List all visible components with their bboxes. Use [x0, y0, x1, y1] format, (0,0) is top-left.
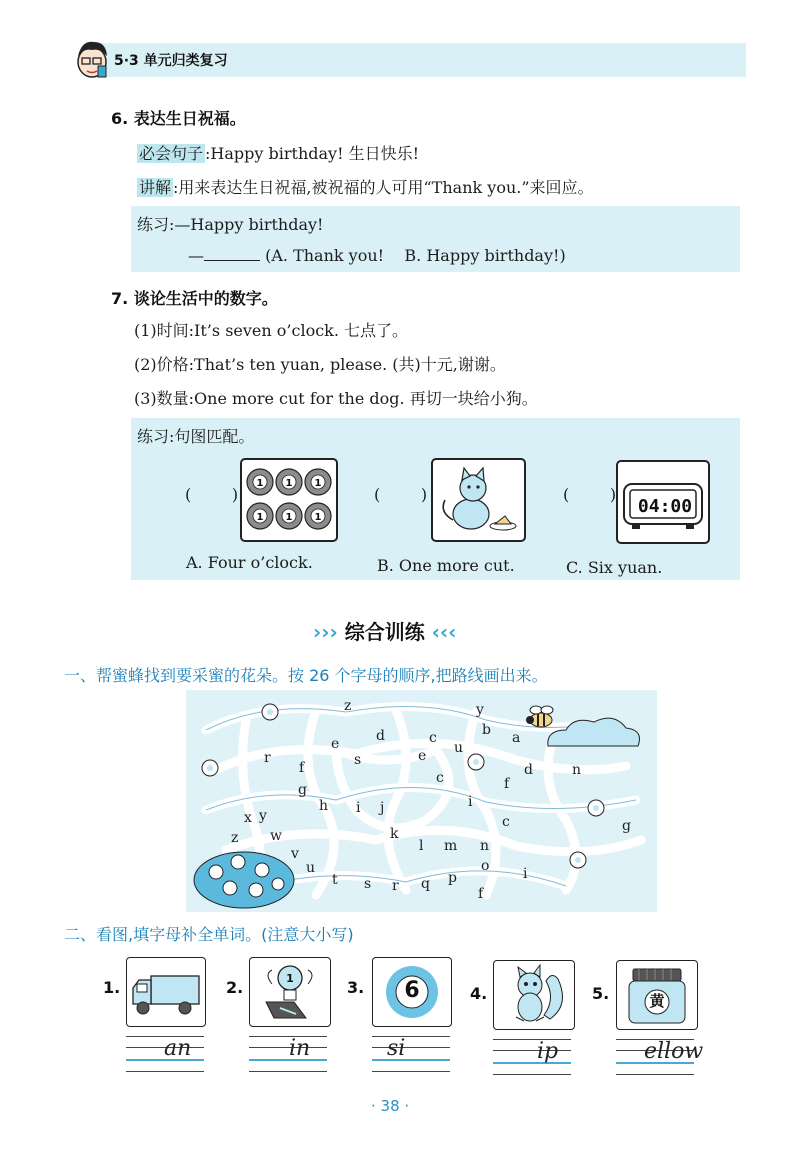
- van-icon: [127, 958, 205, 1026]
- word-fragment-5: ellow: [644, 1039, 704, 1064]
- maze-letter: i: [523, 866, 528, 882]
- coin-label: 1: [314, 478, 322, 489]
- section6-title: 6. 表达生日祝福。: [111, 109, 246, 128]
- section7-item-2: (2)价格:That’s ten yuan, please. (共)十元,谢谢。: [134, 355, 506, 374]
- flower-bush-icon: [194, 852, 294, 908]
- maze-letter: k: [390, 826, 399, 842]
- coin-label: 1: [285, 512, 293, 523]
- word-number-1: 1.: [103, 978, 121, 997]
- six-badge: 6: [404, 978, 420, 1003]
- comprehensive-heading: [313, 616, 456, 645]
- maze-letter: r: [264, 750, 271, 766]
- maze-letter: v: [291, 846, 299, 862]
- maze-letter: t: [332, 872, 338, 888]
- comprehensive-title: 综合训练: [344, 620, 425, 644]
- maze-letter: u: [454, 740, 464, 756]
- paint-jar-picture: [616, 960, 698, 1030]
- coin-label: 1: [256, 478, 264, 489]
- mascot-icon: [72, 36, 112, 80]
- question2-title: 二、看图,填字母补全单词。(注意大小写): [64, 925, 354, 944]
- maze-letter: e: [418, 748, 427, 764]
- clock-text: 04:00: [637, 496, 693, 517]
- maze-letter: o: [481, 858, 490, 874]
- section6-key-sentence: [137, 141, 419, 164]
- practice6-options: (A. Thank you! B. Happy birthday!): [265, 246, 566, 265]
- practice6-line2: [188, 246, 566, 265]
- maze-letter: c: [429, 730, 437, 746]
- writing-lines-3[interactable]: [372, 1036, 450, 1072]
- squirrel-picture: [493, 960, 575, 1030]
- cloud-icon: [548, 718, 640, 746]
- clock-picture: [616, 460, 710, 544]
- dash: —: [188, 246, 204, 265]
- maze-letter: j: [380, 800, 385, 816]
- maze-letter: a: [512, 730, 521, 746]
- coin-label: 1: [314, 512, 322, 523]
- writing-lines-4[interactable]: [493, 1039, 571, 1075]
- coin-label: 1: [256, 512, 264, 523]
- word-number-5: 5.: [592, 984, 610, 1003]
- section7-item-3: (3)数量:One more cut for the dog. 再切一块给小狗。: [134, 389, 538, 408]
- maze-letter: c: [436, 770, 444, 786]
- arrows-left-icon: ›››: [313, 620, 338, 644]
- maze-letter: d: [524, 762, 533, 778]
- answer-blank[interactable]: [204, 246, 260, 261]
- word-fragment-3: si: [387, 1036, 406, 1061]
- maze-letter: n: [572, 762, 582, 778]
- coins-icon: [242, 460, 336, 540]
- match-blank-3[interactable]: ( ): [563, 485, 617, 504]
- maze-letter: x: [244, 810, 252, 826]
- maze-letter: y: [259, 808, 267, 824]
- six-picture: [372, 957, 452, 1027]
- maze-letter: w: [270, 828, 282, 844]
- section7-title: 7. 谈论生活中的数字。: [111, 289, 278, 308]
- letter-maze[interactable]: [186, 690, 657, 912]
- maze-letter: s: [354, 752, 362, 768]
- maze-letter: b: [482, 722, 491, 738]
- squirrel-icon: [494, 961, 574, 1029]
- maze-letter: z: [344, 698, 352, 714]
- arrows-right-icon: ‹‹‹: [431, 620, 457, 644]
- maze-letter: f: [478, 886, 484, 902]
- match-option-b: B. One more cut.: [377, 556, 515, 575]
- match-option-a: A. Four o’clock.: [186, 553, 313, 572]
- maze-letter: l: [419, 838, 424, 854]
- maze-letter: q: [421, 876, 430, 892]
- header-title: 5·3 单元归类复习: [114, 53, 228, 69]
- key-sentence-text: :Happy birthday! 生日快乐!: [205, 144, 420, 163]
- maze-letter: g: [622, 818, 631, 834]
- coins-picture: [240, 458, 338, 542]
- word-number-3: 3.: [347, 978, 365, 997]
- maze-letter: s: [364, 876, 372, 892]
- question1-title: 一、帮蜜蜂找到要采蜜的花朵。按 26 个字母的顺序,把路线画出来。: [64, 666, 548, 685]
- maze-letter: c: [502, 814, 510, 830]
- practice6-line1: 练习:—Happy birthday!: [137, 215, 324, 234]
- explain-label: 讲解: [139, 178, 172, 197]
- maze-letter: u: [306, 860, 316, 876]
- maze-letter: g: [298, 782, 307, 798]
- maze-letter: r: [392, 878, 399, 894]
- cat-picture: [431, 458, 526, 542]
- maze-letter: d: [376, 728, 385, 744]
- maze-letter: f: [504, 776, 510, 792]
- word-fragment-4: ip: [537, 1039, 559, 1064]
- maze-letter: h: [319, 798, 329, 814]
- word-fragment-1: an: [164, 1036, 192, 1061]
- practice7-label: 练习:句图匹配。: [137, 427, 255, 446]
- key-sentence-label: 必会句子: [139, 144, 204, 163]
- word-number-4: 4.: [470, 984, 488, 1003]
- writing-lines-2[interactable]: [249, 1036, 327, 1072]
- maze-letter: p: [448, 870, 457, 886]
- match-blank-1[interactable]: ( ): [185, 485, 239, 504]
- coin-label: 1: [285, 478, 293, 489]
- yellow-badge: 黄: [649, 992, 665, 1010]
- word-number-2: 2.: [226, 978, 244, 997]
- svg-text:1: 1: [286, 972, 294, 985]
- maze-letter: z: [231, 830, 239, 846]
- match-blank-2[interactable]: ( ): [374, 485, 428, 504]
- maze-letter: f: [299, 760, 305, 776]
- bee-icon: [526, 706, 553, 727]
- maze-letter: e: [331, 736, 340, 752]
- cat-icon: [433, 460, 524, 540]
- maze-letter: y: [476, 702, 484, 718]
- van-picture: [126, 957, 206, 1027]
- section6-explanation: [137, 175, 594, 198]
- maze-letter: i: [356, 800, 361, 816]
- match-option-c: C. Six yuan.: [566, 558, 663, 577]
- explain-text: :用来表达生日祝福,被祝福的人可用“Thank you.”来回应。: [173, 178, 594, 197]
- maze-letter: n: [480, 838, 490, 854]
- trophy-icon: [250, 958, 330, 1026]
- section7-item-1: (1)时间:It’s seven o’clock. 七点了。: [134, 321, 409, 340]
- maze-letter: i: [468, 794, 473, 810]
- trophy-picture: [249, 957, 331, 1027]
- word-fragment-2: in: [289, 1036, 311, 1061]
- page-number: · 38 ·: [371, 1097, 410, 1115]
- maze-letter: m: [444, 838, 458, 854]
